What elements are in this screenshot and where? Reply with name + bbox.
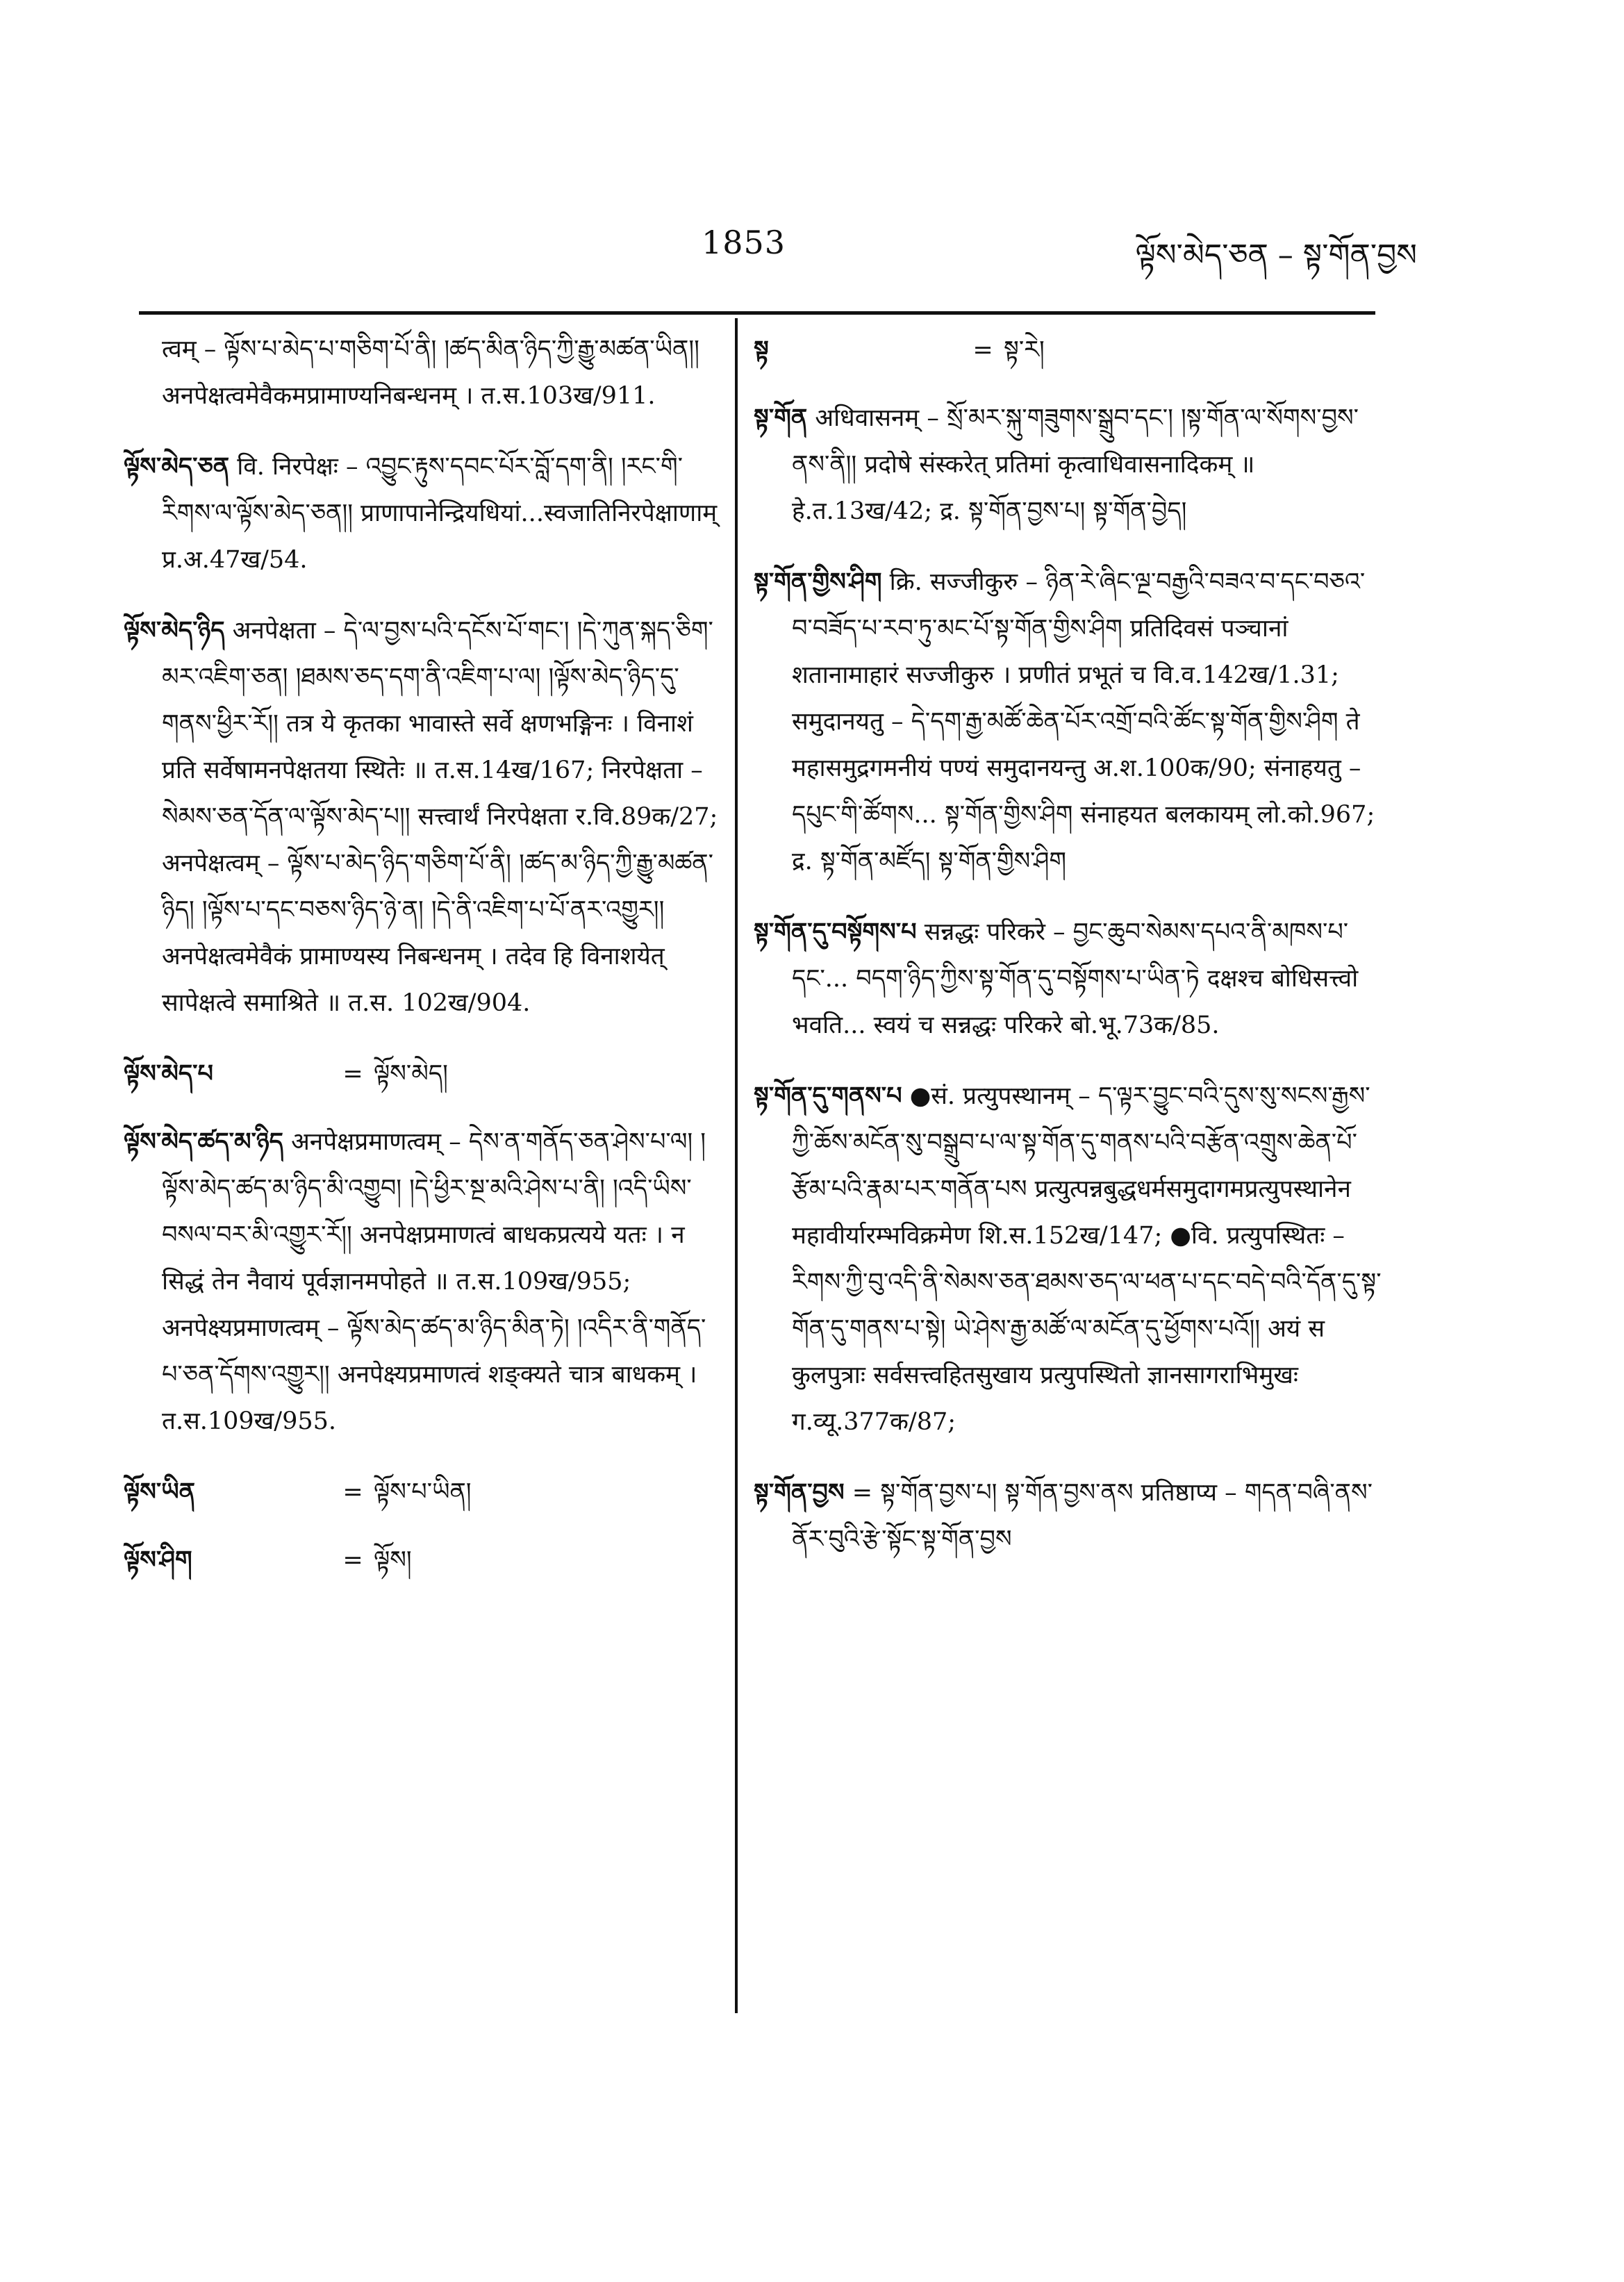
headword: སྟ་གོན་དུ་གནས་པ xyxy=(754,1082,902,1110)
equals-sign: = xyxy=(342,1060,363,1088)
headword: སྟ་གོན xyxy=(754,404,808,432)
xref-target: སྟ་རེ། xyxy=(1004,336,1045,364)
headword: ལྟོས་མེད་ཉིད xyxy=(124,616,225,645)
entry-text: अनपेक्षता – དེ་ལ་བྱས་པའི་དངོས་པོ་གང་། །དེ་ཀུན་སྐད་ཅིག་མར་འཇིག་ཅན། །ཐམས་ཅད་དག་ནི་འཇིག་པ་ལ། །ལྟོས་མེད་ཉིད་དུ་གནས་ཕྱིར་རོ།། तत्र ये कृतका भावास्ते सर्वे क्षणभङ्गिनः । विनाशं प्रति सर्वेषामनपेक्षतया स्थितेः ॥ त.स.14ख/167; निरपेक्षता – སེམས་ཅན་དོན་ལ་ལྟོས་མེད་པ།། सत्त्वार्थं निरपेक्षता र.वि.89क/27; अनपेक्षत्वम् – ལྟོས་པ་མེད་ཉིད་གཅིག་པོ་ནི། །ཚད་མ་ཉིད་ཀྱི་རྒྱུ་མཚན་ཉིད། །ལྟོས་པ་དང་བཅས་ཉིད་ཉེ་ན། །དེ་ནི་འཇིག་པ་པོ་ནར་འགྱུར།། अनपेक्षत्वमेवैकं प्रामाण्यस्य निबन्धनम् । तदेव हि विनाशयेत् सापेक्षत्वे समाश्रिते ॥ त.स. 102ख/904. xyxy=(162,617,718,1017)
equals-sign: = xyxy=(342,1478,363,1506)
xref-target: ལྟོས་པ་ཡིན། xyxy=(374,1478,472,1506)
top-rule xyxy=(139,311,1375,315)
left-column xyxy=(124,326,722,1605)
dictionary-entry xyxy=(754,1469,1382,1563)
headword: ལྟོས་མེད་ཚད་མ་ཉིད xyxy=(124,1127,283,1156)
dictionary-entry xyxy=(754,1073,1382,1446)
dictionary-entry xyxy=(754,909,1382,1049)
page-number: 1853 xyxy=(702,224,786,261)
entry-text: क्रि. सज्जीकुरु – ཉིན་རེ་ཞིང་ལྔ་བརྒྱའི་བཟའ་བ་དང་བཅའ་བ་བཟོད་པ་རབ་ཏུ་མང་པོ་སྟ་གོན་གྱིས་ཤིག प्रतिदिवसं पञ्चानां शतानामाहारं सज्जीकुरु । प्रणीतं प्रभूतं च वि.व.142ख/1.31; समुदानयतु – དེ་དག་རྒྱ་མཚོ་ཆེན་པོར་འགྲོ་བའི་ཚོང་སྟ་གོན་གྱིས་ཤིག ते महासमुद्रगमनीयं पण्यं समुदानयन्तु अ.श.100क/90; संनाहयतु – དཔུང་གི་ཚོགས... སྟ་གོན་གྱིས་ཤིག संनाहयत बलकायम् लो.को.967; द्र. སྟ་གོན་མཛོད། སྟ་གོན་གྱིས་ཤིག xyxy=(792,568,1375,875)
running-head: ལྟོས་མེད་ཅན – སྟ་གོན་བྱས xyxy=(1135,238,1417,273)
entry-text: त्वम् – ལྟོས་པ་མེད་པ་གཅིག་པོ་ནི། །ཚད་མིན་ཉིད་ཀྱི་རྒྱུ་མཚན་ཡིན།། अनपेक्षत्वमेवैकमप्रामाण्यनिबन्धनम् । त.स.103ख/911. xyxy=(162,336,699,410)
dictionary-entry xyxy=(754,395,1382,535)
column-rule xyxy=(735,318,738,2013)
xref-entry xyxy=(124,1537,722,1584)
equals-sign: = xyxy=(342,1546,363,1574)
entry-text: = སྟ་གོན་བྱས་པ། སྟ་གོན་བྱས་ནས प्रतिष्ठाप्य – གདན་བཞི་ནས་ནོར་བུའི་རྩེ་སྟོང་སྟ་གོན་བྱས xyxy=(792,1479,1373,1553)
entry-text: वि. निरपेक्षः – འབྱུང་རྟུས་དབང་པོར་བློ་དག་ནི། །རང་གི་རིགས་ལ་ལྟོས་མེད་ཅན།། प्राणापानेन्द्रियधियां...स्वजातिनिरपेक्षाणाम् प्र.अ.47ख/54. xyxy=(162,453,718,574)
headword: སྟ་གོན་བྱས xyxy=(754,1478,845,1507)
equals-sign: = xyxy=(972,336,993,364)
entry-text: अधिवासनम् – སྲོ་མར་སྐུ་གཟུགས་སྒྲུབ་དང་། །སྟ་གོན་ལ་སོགས་བྱས་ནས་ནི།། प्रदोषे संस्करेत् प्रतिमां कृत्वाधिवासनादिकम् ॥ हे.त.13ख/42; द्र. སྟ་གོན་བྱས་པ། སྟ་གོན་བྱེད། xyxy=(792,404,1359,525)
right-column xyxy=(754,326,1382,1587)
headword: ལྟོས་མེད་པ xyxy=(124,1059,213,1088)
headword: སྟ་གོན་གྱིས་ཤིག xyxy=(754,568,882,596)
continued-entry xyxy=(124,326,722,420)
entry-text: ●सं. प्रत्युपस्थानम् – ད་ལྟར་བྱུང་བའི་དུས་སུ་སངས་རྒྱས་ཀྱི་ཆོས་མངོན་སུ་བསྒྲུབ་པ་ལ་སྟ་གོན་དུ་གནས་པའི་བརྩོན་འགྲུས་ཆེན་པོ་རྩོམ་པའི་རྣམ་པར་གནོན་པས प्रत्युत्पन्नबुद्धधर्मसमुदागमप्रत्युपस्थानेन महावीर्यारम्भविक्रमेण शि.स.152ख/147; ●वि. प्रत्युपस्थितः – རིགས་ཀྱི་བུ་འདི་ནི་སེམས་ཅན་ཐམས་ཅད་ལ་ཕན་པ་དང་བདེ་བའི་དོན་དུ་སྟ་གོན་དུ་གནས་པ་སྟེ། ཡེ་ཤེས་རྒྱ་མཚོ་ལ་མངོན་དུ་ཕྱོགས་པའོ།། अयं स कुलपुत्राः सर्वसत्त्वहितसुखाय प्रत्युपस्थितो ज्ञानसागराभिमुखः ग.व्यू.377क/87; xyxy=(792,1082,1382,1436)
headword: སྟ xyxy=(754,336,769,364)
xref-entry xyxy=(754,326,1382,374)
headword: ལྟོས་ཤིག xyxy=(124,1546,192,1574)
xref-target: ལྟོས་མེད། xyxy=(374,1060,448,1088)
headword: ལྟོས་མེད་ཅན xyxy=(124,452,230,481)
dictionary-entry xyxy=(124,607,722,1027)
headword: སྟ་གོན་དུ་བསྟོགས་པ xyxy=(754,918,917,946)
xref-entry xyxy=(124,1469,722,1516)
xref-entry xyxy=(124,1050,722,1098)
dictionary-entry xyxy=(754,559,1382,885)
entry-text: अनपेक्षप्रमाणत्वम् – དེས་ན་གནོད་ཅན་ཤེས་པ་ལ། །ལྟོས་མེད་ཚད་མ་ཉིད་མི་འགྱུབ། །དེ་ཕྱིར་སྔ་མའི་ཤེས་པ་ནི། །འདི་ཡིས་བསལ་བར་མི་འགྱུར་རོ།། अनपेक्षप्रमाणत्वं बाधकप्रत्यये यतः । न सिद्धं तेन नैवायं पूर्वज्ञानमपोहते ॥ त.स.109ख/955; अनपेक्ष्यप्रमाणत्वम् – ལྟོས་མེད་ཚད་མ་ཉིད་མིན་ཏེ། །འདིར་ནི་གནོད་པ་ཅན་དོགས་འགྱུར།། अनपेक्ष्यप्रमाणत्वं शङ्क्यते चात्र बाधकम् । त.स.109ख/955. xyxy=(162,1128,706,1435)
dictionary-entry xyxy=(124,443,722,584)
headword: ལྟོས་ཡིན xyxy=(124,1478,196,1506)
xref-target: ལྟོས། xyxy=(374,1546,412,1574)
entry-text: सन्नद्धः परिकरे – བྱང་ཆུབ་སེམས་དཔའ་ནི་མཁས་པ་དང་... བདག་ཉིད་ཀྱིས་སྟ་གོན་དུ་བསྟོགས་པ་ཡིན་ཏེ दक्षश्च बोधिसत्त्वो भवति... स्वयं च सन्नद्धः परिकरे बो.भू.73क/85. xyxy=(792,918,1359,1039)
dictionary-entry xyxy=(124,1118,722,1445)
